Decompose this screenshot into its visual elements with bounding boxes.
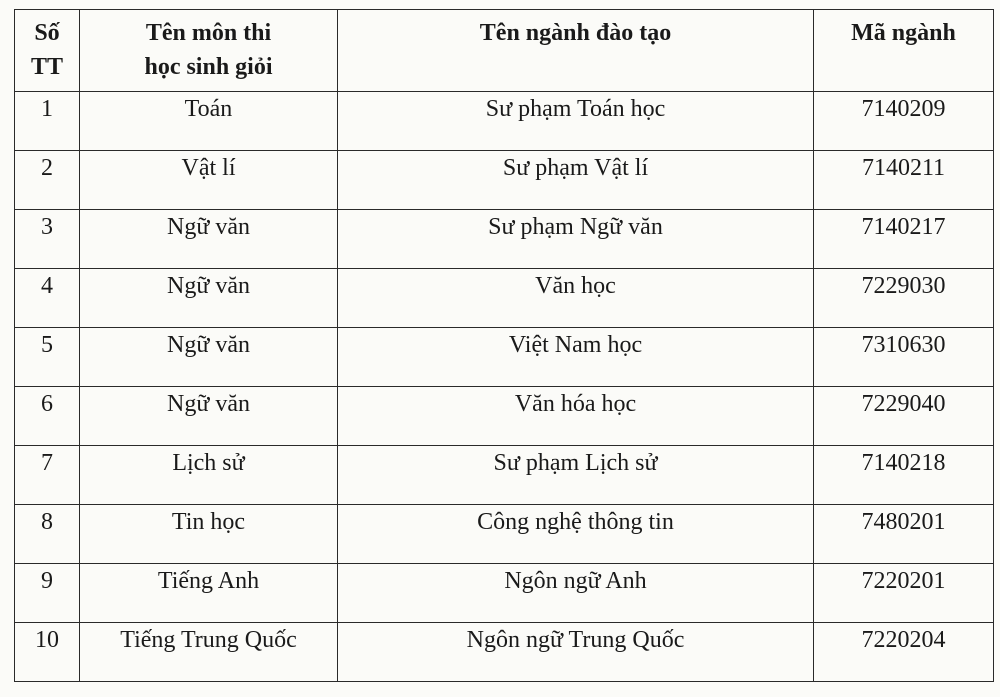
- header-code: Mã ngành: [814, 10, 994, 92]
- table-row: [15, 505, 994, 564]
- cell-subject: Ngữ văn: [80, 210, 338, 269]
- cell-major: Sư phạm Vật lí: [338, 151, 814, 210]
- table-row: [15, 92, 994, 151]
- cell-stt: 7: [15, 446, 80, 505]
- table-row: [15, 210, 994, 269]
- header-subject-line1: Tên môn thi: [145, 20, 272, 46]
- cell-subject: Ngữ văn: [80, 387, 338, 446]
- table-row: [15, 623, 994, 682]
- cell-subject: Tiếng Anh: [80, 564, 338, 623]
- cell-subject: Vật lí: [80, 151, 338, 210]
- cell-stt: 6: [15, 387, 80, 446]
- cell-code: 7310630: [814, 328, 994, 387]
- cell-major: Sư phạm Toán học: [338, 92, 814, 151]
- cell-subject: Toán: [80, 92, 338, 151]
- header-stt: [15, 10, 80, 92]
- cell-code: 7140211: [814, 151, 994, 210]
- cell-stt: 4: [15, 269, 80, 328]
- cell-stt: 1: [15, 92, 80, 151]
- cell-subject: Ngữ văn: [80, 328, 338, 387]
- cell-code: 7140218: [814, 446, 994, 505]
- header-stt-line2: TT: [30, 54, 63, 80]
- cell-code: 7229030: [814, 269, 994, 328]
- cell-stt: 3: [15, 210, 80, 269]
- cell-major: Sư phạm Ngữ văn: [338, 210, 814, 269]
- cell-code: 7480201: [814, 505, 994, 564]
- cell-code: 7229040: [814, 387, 994, 446]
- table-body: [15, 92, 994, 682]
- cell-subject: Lịch sử: [80, 446, 338, 505]
- header-stt-line1: Số: [34, 20, 60, 46]
- cell-major: Văn học: [338, 269, 814, 328]
- cell-code: 7140217: [814, 210, 994, 269]
- header-major: Tên ngành đào tạo: [338, 10, 814, 92]
- header-subject-line2: học sinh giỏi: [144, 54, 273, 80]
- cell-stt: 2: [15, 151, 80, 210]
- header-subject: [80, 10, 338, 92]
- cell-stt: 5: [15, 328, 80, 387]
- table-row: [15, 151, 994, 210]
- cell-major: Công nghệ thông tin: [338, 505, 814, 564]
- table-row: [15, 446, 994, 505]
- cell-major: Việt Nam học: [338, 328, 814, 387]
- cell-major: Văn hóa học: [338, 387, 814, 446]
- header-row: [15, 10, 994, 92]
- cell-stt: 8: [15, 505, 80, 564]
- table-header: [15, 10, 994, 92]
- cell-code: 7220204: [814, 623, 994, 682]
- table-row: [15, 564, 994, 623]
- table-row: [15, 387, 994, 446]
- cell-stt: 9: [15, 564, 80, 623]
- cell-major: Ngôn ngữ Trung Quốc: [338, 623, 814, 682]
- cell-stt: 10: [15, 623, 80, 682]
- table-row: [15, 328, 994, 387]
- cell-code: 7220201: [814, 564, 994, 623]
- cell-subject: Tiếng Trung Quốc: [80, 623, 338, 682]
- table-row: [15, 269, 994, 328]
- cell-subject: Ngữ văn: [80, 269, 338, 328]
- majors-table: [14, 9, 994, 682]
- cell-major: Sư phạm Lịch sử: [338, 446, 814, 505]
- cell-subject: Tin học: [80, 505, 338, 564]
- cell-code: 7140209: [814, 92, 994, 151]
- cell-major: Ngôn ngữ Anh: [338, 564, 814, 623]
